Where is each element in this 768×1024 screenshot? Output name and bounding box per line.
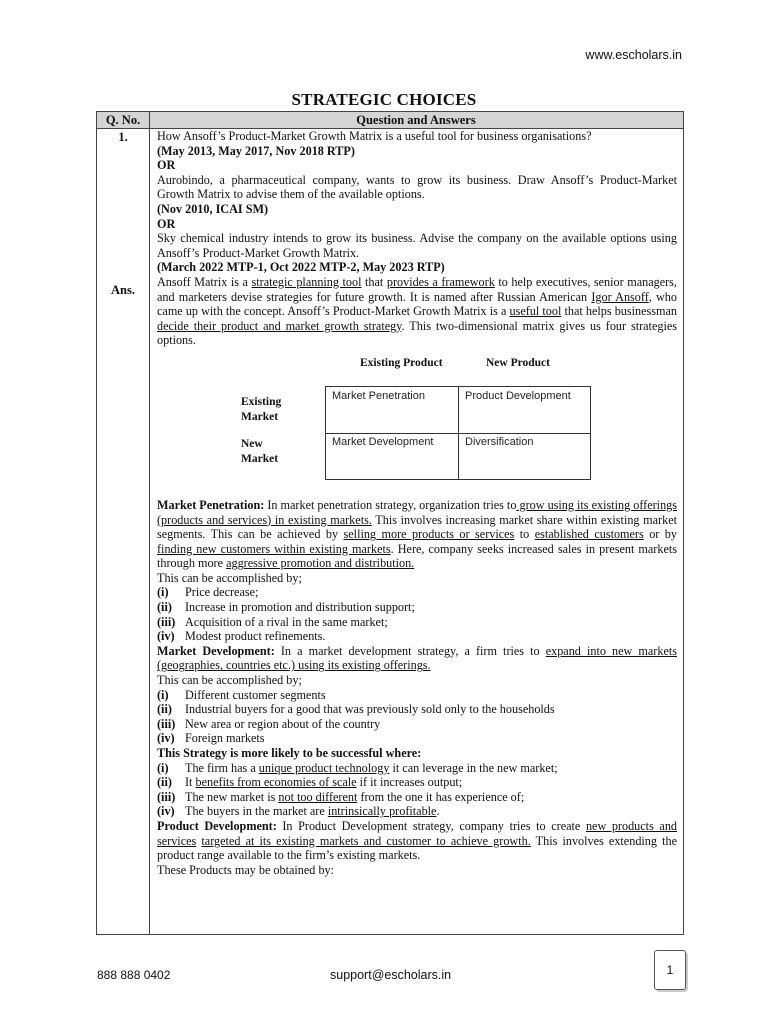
table-header [97, 112, 683, 129]
cell-market-development: Market Development [332, 435, 434, 448]
matrix-grid [325, 386, 591, 480]
matrix-col-new-product: New Product [486, 356, 550, 369]
footer-phone: 888 888 0402 [97, 968, 171, 982]
question-3-ref: (March 2022 MTP-1, Oct 2022 MTP-2, May 2023 RTP) [157, 260, 445, 275]
md-list [157, 688, 677, 746]
list-item: (ii) Increase in promotion and distribution support; [157, 600, 415, 615]
qa-content [157, 129, 677, 877]
page-title: STRATEGIC CHOICES [291, 90, 477, 109]
or-separator: OR [157, 216, 176, 231]
list-item: (iv) The buyers in the market are intrinsically profitable. [157, 804, 440, 819]
market-development-para: Market Development: In a market development strategy, a firm tries to expand into new markets (geographies, countries etc.) using its existing offerings. [157, 643, 678, 673]
list-item: (i) The firm has a unique product technology it can leverage in the new market; [157, 760, 558, 775]
qa-table [96, 111, 684, 935]
md-success-list [157, 761, 677, 819]
mp-list [157, 585, 677, 643]
footer-email[interactable]: support@escholars.in [330, 968, 452, 982]
list-item: (iv) Foreign markets [157, 731, 265, 746]
question-3: Sky chemical industry intends to grow its business. Advise the company on the available options using Ansoff’s Product-Market Growth Matrix. [157, 231, 677, 260]
ansoff-matrix [157, 348, 677, 498]
pd-list-lead: These Products may be obtained by: [157, 862, 335, 877]
list-item: (iii) New area or region about of the country [157, 716, 381, 731]
question-1-ref: (May 2013, May 2017, Nov 2018 RTP) [157, 143, 355, 158]
market-penetration-para: Market Penetration: In market penetration strategy, organization tries to grow using its existing offerings (products and services) in existing markets. This involves increasing market share within existing market segments. This can be achieved by selling more products or services to established customers or by finding new customers within existing markets. Here, company seeks increased sales in present markets through more aggressive promotion and distribution. [157, 497, 677, 571]
or-separator: OR [157, 158, 176, 173]
list-item: (ii) Industrial buyers for a good that was previously sold only to the households [157, 702, 555, 717]
matrix-col-existing-product: Existing Product [360, 356, 443, 369]
matrix-row-new-market: New Market [241, 437, 279, 465]
col-qno-header: Q. No. [105, 113, 141, 127]
matrix-row-existing-market: Existing Market [241, 395, 282, 423]
col-qa-header: Question and Answers [356, 113, 476, 127]
question-number: 1. [118, 130, 128, 144]
question-2-ref: (Nov 2010, ICAI SM) [157, 201, 269, 216]
cell-diversification: Diversification [465, 435, 534, 448]
cell-product-development: Product Development [465, 389, 571, 402]
list-item: (iv) Modest product refinements. [157, 629, 326, 644]
page-number: 1 [654, 950, 686, 990]
cell-market-penetration: Market Penetration [332, 389, 425, 402]
mp-list-lead: This can be accomplished by; [157, 570, 302, 585]
list-item: (ii) It benefits from economies of scale if it increases output; [157, 775, 463, 790]
question-2: Aurobindo, a pharmaceutical company, wants to grow its business. Draw Ansoff’s Product-Market Growth Matrix to advise them of the available options. [157, 172, 677, 202]
md-success-heading: This Strategy is more likely to be successful where: [157, 746, 422, 760]
question-1: How Ansoff’s Product-Market Growth Matrix is a useful tool for business organisations? [157, 129, 592, 143]
column-divider [149, 112, 150, 934]
list-item: (i) Different customer segments [157, 687, 326, 702]
list-item: (iii) The new market is not too different from the one it has experience of; [157, 789, 525, 804]
product-development-para: Product Development: In Product Development strategy, company tries to create new products and services targeted at its existing markets and customer to achieve growth. This involves extending the product range available to the firm’s existing markets. [157, 818, 678, 863]
answer-intro: Ansoff Matrix is a strategic planning tool that provides a framework to help executives, senior managers, and marketers devise strategies for future growth. It is named after Russian American Igor Ansoff, who came up with the concept. Ansoff’s Product-Market Growth Matrix is a useful tool that helps businessman decide their product and market growth strategy. This two-dimensional matrix gives us four strategies options. [157, 274, 677, 348]
md-list-lead: This can be accomplished by; [157, 673, 302, 688]
list-item: (i) Price decrease; [157, 585, 259, 600]
answer-label: Ans. [111, 283, 135, 297]
website-url: www.escholars.in [585, 48, 682, 62]
list-item: (iii) Acquisition of a rival in the same market; [157, 614, 388, 629]
